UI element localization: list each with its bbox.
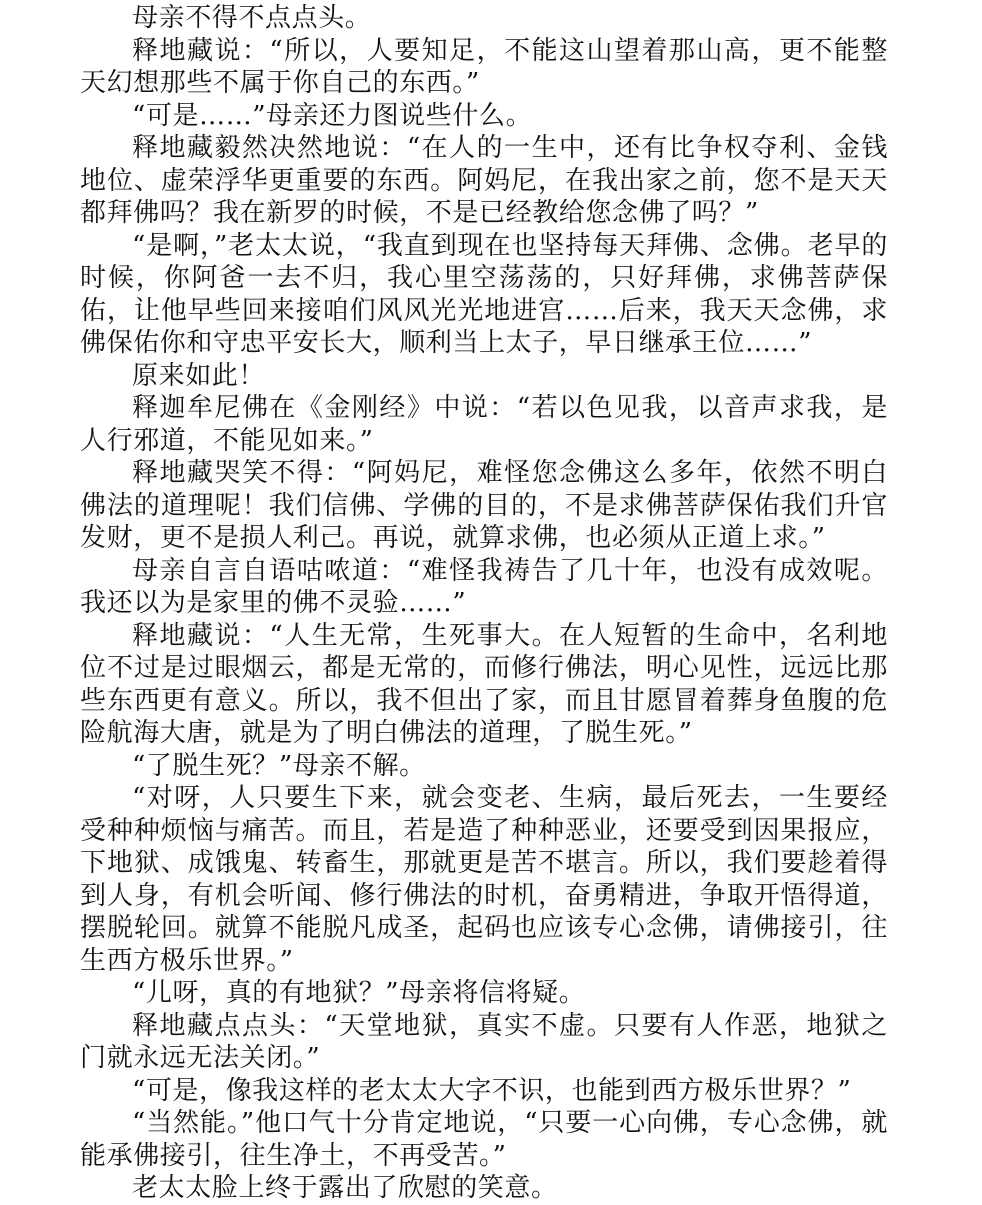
paragraph: “当然能。”他口气十分肯定地说，“只要一心向佛，专心念佛，就能承佛接引，往生净土，不再受苦。” xyxy=(80,1108,888,1171)
paragraph: 母亲自言自语咕哝道：“难怪我祷告了几十年，也没有成效呢。我还以为是家里的佛不灵验……” xyxy=(80,555,888,618)
paragraph: 母亲不得不点点头。 xyxy=(132,3,372,33)
paragraph: “是啊，”老太太说，“我直到现在也坚持每天拜佛、念佛。老早的时候，你阿爸一去不归，我心里空荡荡的，只好拜佛，求佛菩萨保佑，让他早些回来接咱们风风光光地进宫……后来，我天天念佛，求佛保佑你和守忠平安长大，顺利当上太子，早日继承王位……” xyxy=(80,230,888,358)
paragraph: 原来如此！ xyxy=(132,360,266,391)
paragraph: 释地藏哭笑不得：“阿妈尼，难怪您念佛这么多年，依然不明白佛法的道理呢！我们信佛、学佛的目的，不是求佛菩萨保佑我们升官发财，更不是损人利己。再说，就算求佛，也必须从正道上求。” xyxy=(80,458,888,553)
paragraph: “可是，像我这样的老太太大字不识，也能到西方极乐世界？” xyxy=(132,1075,852,1106)
paragraph: 释迦牟尼佛在《金刚经》中说：“若以色见我，以音声求我，是人行邪道，不能见如来。” xyxy=(80,393,888,456)
paragraph: 释地藏说：“所以，人要知足，不能这山望着那山高，更不能整天幻想那些不属于你自己的东西。” xyxy=(80,35,888,98)
paragraph: 释地藏点点头：“天堂地狱，真实不虚。只要有人作恶，地狱之门就永远无法关闭。” xyxy=(80,1010,888,1073)
paragraph: “儿呀，真的有地狱？”母亲将信将疑。 xyxy=(132,978,586,1008)
paragraph: “了脱生死？”母亲不解。 xyxy=(132,750,426,781)
paragraph: 释地藏毅然决然地说：“在人的一生中，还有比争权夺利、金钱地位、虚荣浮华更重要的东西。阿妈尼，在我出家之前，您不是天天都拜佛吗？我在新罗的时候，不是已经教给您念佛了吗？” xyxy=(80,133,888,228)
paragraph: “对呀，人只要生下来，就会变老、生病，最后死去，一生要经受种种烦恼与痛苦。而且，若是造了种种恶业，还要受到因果报应，下地狱、成饿鬼、转畜生，那就更是苦不堪言。所以，我们要趁着得到人身，有机会听闻、修行佛法的时机，奋勇精进，争取开悟得道，摆脱轮回。就算不能脱凡成圣，起码也应该专心念佛，请佛接引，往生西方极乐世界。” xyxy=(80,783,888,976)
paragraph: 释地藏说：“人生无常，生死事大。在人短暂的生命中，名利地位不过是过眼烟云，都是无常的，而修行佛法，明心见性，远远比那些东西更有意义。所以，我不但出了家，而且甘愿冒着葬身鱼腹的危险航海大唐，就是为了明白佛法的道理，了脱生死。” xyxy=(80,620,888,748)
paragraph: “可是……”母亲还力图说些什么。 xyxy=(132,100,533,131)
paragraph: 老太太脸上终于露出了欣慰的笑意。 xyxy=(132,1173,558,1203)
